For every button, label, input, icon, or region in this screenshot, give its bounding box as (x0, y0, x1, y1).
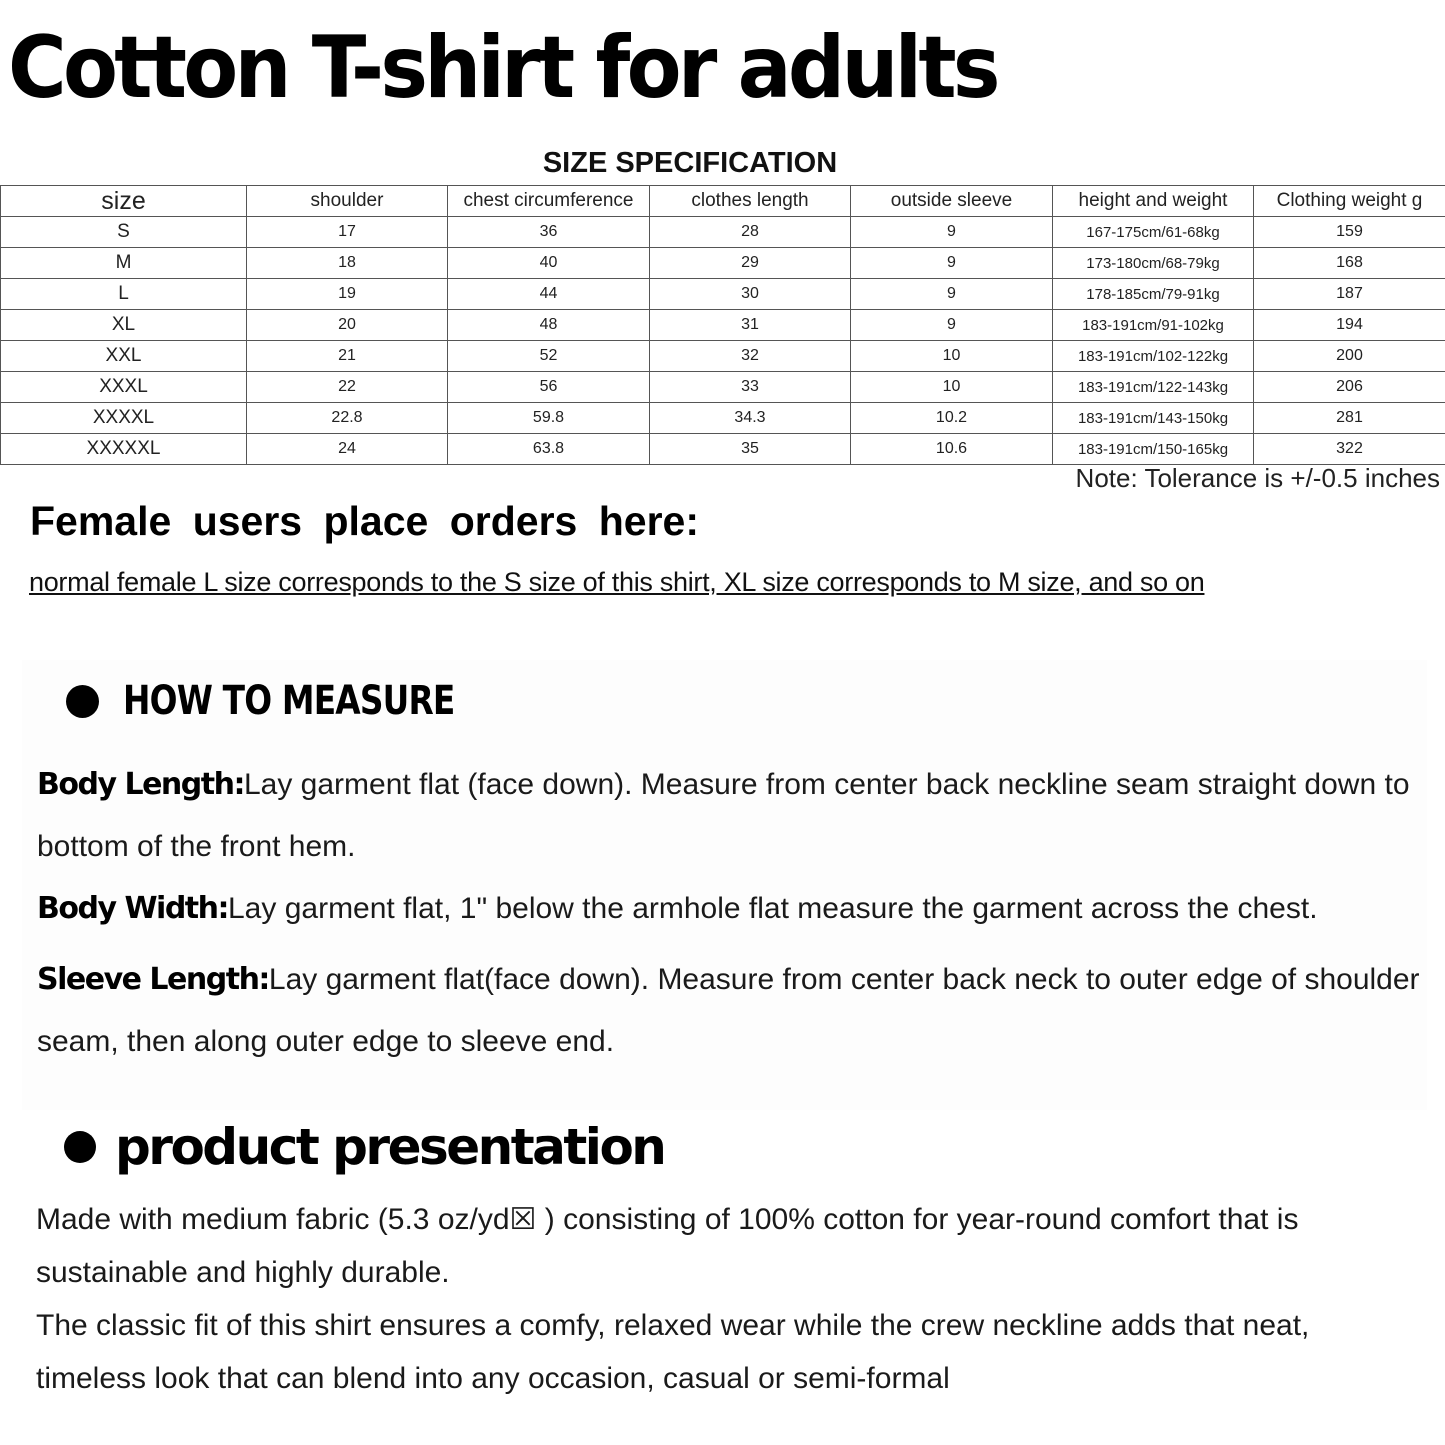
cell-shoulder: 21 (247, 341, 448, 372)
table-row (1, 248, 1445, 279)
cell-sleeve: 10 (851, 372, 1053, 403)
header-sleeve: outside sleeve (851, 186, 1053, 217)
cell-length: 29 (650, 248, 851, 279)
cell-clothing-weight: 194 (1254, 310, 1445, 341)
tolerance-note: Note: Tolerance is +/-0.5 inches (1075, 463, 1440, 493)
female-orders-heading: Female users place orders here: (30, 498, 699, 544)
body-length-text: Lay garment flat (face down). Measure from center back neckline seam straight down to bottom of the front hem. (37, 768, 1410, 863)
product-description-fit: The classic fit of this shirt ensures a comfy, relaxed wear while the crew neckline adds that neat, timeless look that can blend into any occasion, casual or semi-formal (36, 1309, 1310, 1395)
cell-shoulder: 17 (247, 217, 448, 248)
cell-sleeve: 9 (851, 310, 1053, 341)
cell-size: S (1, 217, 247, 248)
cell-sleeve: 10.2 (851, 403, 1053, 434)
header-size: size (1, 186, 247, 217)
cell-length: 33 (650, 372, 851, 403)
bullet-icon (64, 1131, 96, 1163)
body-width-text: Lay garment flat, 1" below the armhole flat measure the garment across the chest. (228, 892, 1318, 925)
table-row (1, 403, 1445, 434)
cell-chest: 56 (448, 372, 650, 403)
cell-height-weight: 183-191cm/150-165kg (1053, 434, 1254, 465)
cell-chest: 63.8 (448, 434, 650, 465)
cell-clothing-weight: 322 (1254, 434, 1445, 465)
body-length-label: Body Length: (37, 767, 244, 802)
header-height-weight: height and weight (1053, 186, 1254, 217)
cell-length: 31 (650, 310, 851, 341)
sleeve-length-instruction (37, 949, 1437, 1073)
cell-sleeve: 10 (851, 341, 1053, 372)
cell-clothing-weight: 159 (1254, 217, 1445, 248)
cell-shoulder: 19 (247, 279, 448, 310)
cell-size: M (1, 248, 247, 279)
table-row (1, 434, 1445, 465)
table-row (1, 279, 1445, 310)
cell-size: XXXXL (1, 403, 247, 434)
cell-shoulder: 24 (247, 434, 448, 465)
header-length: clothes length (650, 186, 851, 217)
cell-clothing-weight: 168 (1254, 248, 1445, 279)
cell-length: 32 (650, 341, 851, 372)
bullet-icon (66, 685, 99, 718)
sleeve-length-label: Sleeve Length: (37, 962, 269, 997)
page-title: Cotton T-shirt for adults (8, 18, 997, 118)
table-row (1, 217, 1445, 248)
cell-chest: 48 (448, 310, 650, 341)
body-width-instruction (37, 878, 1437, 940)
cell-height-weight: 183-191cm/91-102kg (1053, 310, 1254, 341)
cell-height-weight: 183-191cm/143-150kg (1053, 403, 1254, 434)
cell-chest: 40 (448, 248, 650, 279)
cell-length: 28 (650, 217, 851, 248)
product-presentation-heading (64, 1118, 664, 1176)
how-to-measure-heading (66, 678, 527, 724)
cell-sleeve: 10.6 (851, 434, 1053, 465)
header-shoulder: shoulder (247, 186, 448, 217)
cell-shoulder: 20 (247, 310, 448, 341)
table-row (1, 341, 1445, 372)
body-length-instruction (37, 754, 1437, 878)
cell-size: XXXXXL (1, 434, 247, 465)
cell-length: 34.3 (650, 403, 851, 434)
cell-sleeve: 9 (851, 217, 1053, 248)
cell-clothing-weight: 206 (1254, 372, 1445, 403)
header-chest: chest circumference (448, 186, 650, 217)
size-specification-title: SIZE SPECIFICATION (542, 147, 838, 179)
cell-length: 30 (650, 279, 851, 310)
table-header-row (1, 186, 1445, 217)
cell-size: XXL (1, 341, 247, 372)
cell-height-weight: 167-175cm/61-68kg (1053, 217, 1254, 248)
cell-height-weight: 173-180cm/68-79kg (1053, 248, 1254, 279)
size-table (0, 185, 1445, 465)
cell-chest: 36 (448, 217, 650, 248)
cell-chest: 44 (448, 279, 650, 310)
table-row (1, 310, 1445, 341)
product-description-fabric: Made with medium fabric (5.3 oz/yd☒ ) consisting of 100% cotton for year-round comfort that is sustainable and highly durable. (36, 1203, 1299, 1289)
cell-size: XXXL (1, 372, 247, 403)
product-presentation-title: product presentation (115, 1118, 665, 1176)
cell-length: 35 (650, 434, 851, 465)
cell-height-weight: 183-191cm/122-143kg (1053, 372, 1254, 403)
female-size-note: normal female L size corresponds to the S size of this shirt, XL size corresponds to M size, and so on (29, 567, 1205, 597)
cell-sleeve: 9 (851, 248, 1053, 279)
cell-clothing-weight: 187 (1254, 279, 1445, 310)
cell-chest: 52 (448, 341, 650, 372)
cell-size: XL (1, 310, 247, 341)
cell-size: L (1, 279, 247, 310)
table-row (1, 372, 1445, 403)
cell-shoulder: 22.8 (247, 403, 448, 434)
cell-chest: 59.8 (448, 403, 650, 434)
cell-clothing-weight: 281 (1254, 403, 1445, 434)
sleeve-length-text: Lay garment flat(face down). Measure from center back neck to outer edge of shoulder seam, then along outer edge to sleeve end. (37, 963, 1420, 1058)
cell-shoulder: 18 (247, 248, 448, 279)
cell-height-weight: 178-185cm/79-91kg (1053, 279, 1254, 310)
how-to-measure-title: HOW TO MEASURE (123, 678, 455, 724)
cell-sleeve: 9 (851, 279, 1053, 310)
cell-shoulder: 22 (247, 372, 448, 403)
body-width-label: Body Width: (37, 891, 228, 926)
cell-height-weight: 183-191cm/102-122kg (1053, 341, 1254, 372)
cell-clothing-weight: 200 (1254, 341, 1445, 372)
header-clothing-weight: Clothing weight g (1254, 186, 1445, 217)
